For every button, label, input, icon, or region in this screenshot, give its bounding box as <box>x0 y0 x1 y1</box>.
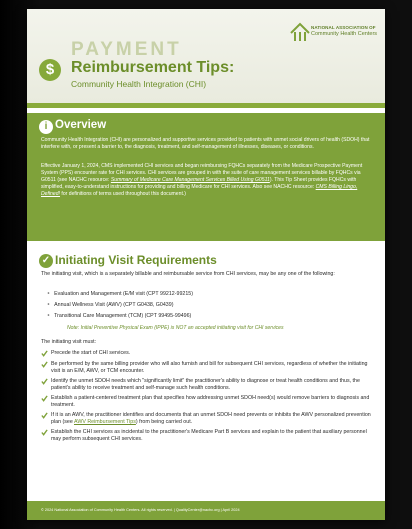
overview-paragraph-2-text-b: ). This Tip Sheet provides FQHCs with simplified, easy-to-understand instructions for providing and billing Medicare for CHI services. Also see NACHC resource: <box>41 177 357 190</box>
logo-text-line1: NATIONAL ASSOCIATION OF <box>311 25 376 30</box>
header-kicker: PAYMENT <box>71 39 182 60</box>
link-care-management-summary[interactable]: Summary of Medicare Care Management Services Billed Using G0511 <box>110 177 270 183</box>
overview-paragraph-2-text: Effective January 1, 2024, CMS implemented CHI services and began reimbursing FQHCs separately from the Medicare Prospective Payment System (PPS) encounter rate for CHI services. CHI services are grouped in with the suite of care management services billable by FQHCs via G0511 (see NACHC resource: <box>41 163 363 183</box>
check-text-b: ) from being carried out. <box>135 419 193 425</box>
must-intro: The initiating visit must: <box>41 339 97 345</box>
checkmark-icon <box>41 378 48 385</box>
bullet-item: ‣ Evaluation and Management (E/M visit (CPT 99212-99215) <box>47 291 193 297</box>
page-footer <box>27 501 385 520</box>
overview-heading: Overview <box>55 119 107 131</box>
initiating-intro: The initiating visit, which is a separately billable and reimbursable service from CHI services, may be any one of the following: <box>41 271 335 277</box>
ippe-note: Note: Initial Preventive Physical Exam (IPPE) is NOT an accepted initiating visit for CHI services <box>67 325 284 331</box>
page-subtitle: Community Health Integration (CHI) <box>71 79 207 89</box>
header-divider <box>27 103 385 108</box>
overview-paragraph-2 <box>41 163 371 198</box>
checkmark-icon <box>41 361 48 368</box>
nachc-logo <box>289 19 385 45</box>
check-text <box>51 412 371 426</box>
check-text: Precede the start of CHI services. <box>51 350 131 356</box>
nachc-logo-icon <box>289 19 311 45</box>
check-text: Establish a patient-centered treatment plan that specifies how addressing unmet SDOH need(s) would remove barriers to diagnosis and treatment. <box>51 395 370 408</box>
check-text: Establish the CHI services as incidental to the practitioner's Medicare Part B services and explain to the patient that auxiliary personnel may perform subsequent CHI services. <box>51 429 367 442</box>
checkmark-icon <box>41 395 48 402</box>
document-page <box>27 9 385 520</box>
overview-paragraph-2-text-c: for definitions of terms used throughout this document.) <box>59 191 186 197</box>
page-title: Reimbursement Tips: <box>71 59 235 76</box>
info-icon: i <box>39 120 53 134</box>
check-text: Be performed by the same billing provider who will also furnish and bill for subsequent CHI services, regardless of whether the initiating visit is an E/M, AWV, or TCM encounter. <box>51 361 368 374</box>
checkmark-icon <box>41 429 48 436</box>
footer-text: © 2024 National Association of Community Health Centers. All rights reserved. | QualityCenter@nachc.org | April 2024 <box>41 508 240 512</box>
link-billing-lingo[interactable]: CMS Billing Lingo, Defined! <box>41 184 358 197</box>
overview-paragraph-1: Community Health Integration (CHI) are personalized and supportive services provided to patients with unmet social drivers of health (SDOH) that interfere with, or present a barrier to, the diagnosis, treatment, and self-management of illnesses, diseases, or conditions. <box>41 137 370 150</box>
logo-text-line2: Community Health Centers <box>311 31 378 37</box>
check-text-a: If it is an AWV, the practitioner identifies and documents that an unmet SDOH need prevents or inhibits the AWV personalized prevention plan (see <box>51 412 371 425</box>
checkmark-circle-icon: ✓ <box>39 254 53 268</box>
dollar-icon: $ <box>39 59 61 81</box>
check-text: Identify the unmet SDOH needs which "significantly limit" the practitioner's ability to diagnose or treat health conditions and thus, the patient's ability to receive treatment and self-manage such health conditions. <box>51 378 360 391</box>
bullet-item: ‣ Transitional Care Management (TCM) (CPT 99495-99496) <box>47 313 191 319</box>
checkmark-icon <box>41 412 48 419</box>
link-awv-reimbursement-tips[interactable]: AWV Reimbursement Tips <box>73 419 136 425</box>
initiating-heading: Initiating Visit Requirements <box>55 253 217 267</box>
bullet-item: ‣ Annual Wellness Visit (AWV) (CPT G0438, G0439) <box>47 302 173 308</box>
checkmark-icon <box>41 350 48 357</box>
